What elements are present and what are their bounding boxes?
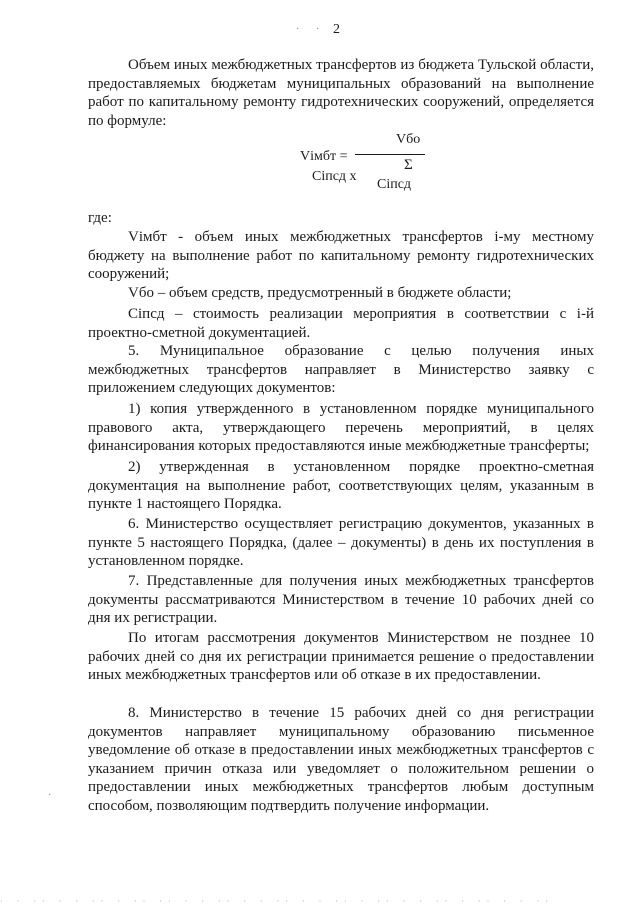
paragraph-5: 5. Муниципальное образование с целью получения иных межбюджетных трансфертов направляет в Министерство заявку с приложением следующих документов: <box>88 343 594 396</box>
paragraph-5-item-2: 2) утвержденная в установленном порядке проектно-сметная документация на выполнение работ, соответствующих целям, указанным в пункте 1 настоящего Порядка. <box>88 459 594 512</box>
formula-cost-right: Сіпсд <box>377 177 412 192</box>
scan-speck: · <box>296 24 300 35</box>
formula-cost-left: Сіпсд х <box>312 169 357 184</box>
definition-v-imbt: Vімбт - объем иных межбюджетных трансфертов і-му местному бюджету на выполнение работ по капитальному ремонту гидротехнических сооружений; <box>88 229 594 282</box>
scan-speck: · <box>316 24 320 35</box>
paragraph-6: 6. Министерство осуществляет регистрацию документов, указанных в пункте 5 настоящего Порядка, (далее – документы) в день их поступления в установленном порядке. <box>88 516 594 569</box>
scan-speck: · <box>48 790 52 801</box>
formula-sum-symbol: Σ <box>404 157 413 173</box>
fraction-line <box>355 154 425 155</box>
paragraph-7-decision: По итогам рассмотрения документов Министерством не позднее 10 рабочих дней со дня их регистрации принимается решение о предоставлении иных межбюджетных трансфертов или об отказе в их предоставлении. <box>88 630 594 683</box>
scan-noise: · · ·· · · ·· · ·· ·· · · ·· · · ·· · · ·· · ·· · · ·· · ·· · · ·· <box>0 897 554 903</box>
formula-lhs: Vімбт = <box>300 149 348 164</box>
formula-numerator: Vбо <box>396 132 421 147</box>
paragraph-5-item-1: 1) копия утвержденного в установленном порядке муниципального правового акта, утверждающего перечень мероприятий, в целях финансирования которых предоставляются иные межбюджетные трансферты; <box>88 401 594 454</box>
page-number: 2 <box>333 22 340 37</box>
where-label: где: <box>88 210 112 226</box>
formula <box>300 132 440 192</box>
paragraph-7: 7. Представленные для получения иных межбюджетных трансфертов документы рассматриваются Министерством в течение 10 рабочих дней со дня их регистрации. <box>88 573 594 626</box>
definition-v-bo: Vбо – объем средств, предусмотренный в бюджете области; <box>128 285 512 301</box>
intro-paragraph: Объем иных межбюджетных трансфертов из бюджета Тульской области, предоставляемых бюджетам муниципальных образований на выполнение работ по капитальному ремонту гидротехнических сооружений, определяется по формуле: <box>88 57 594 129</box>
paragraph-8: 8. Министерство в течение 15 рабочих дней со дня регистрации документов направляет муниципальному образованию письменное уведомление об отказе в предоставлении иных межбюджетных трансфертов с указанием причин отказа или уведомляет о положительном решении о предоставлении иных межбюджетных трансфертов любым доступным способом, позволяющим подтвердить получение информации. <box>88 705 594 814</box>
definition-c-ipsd: Сіпсд – стоимость реализации мероприятия в соответствии с і-й проектно-сметной документацией. <box>88 306 594 341</box>
